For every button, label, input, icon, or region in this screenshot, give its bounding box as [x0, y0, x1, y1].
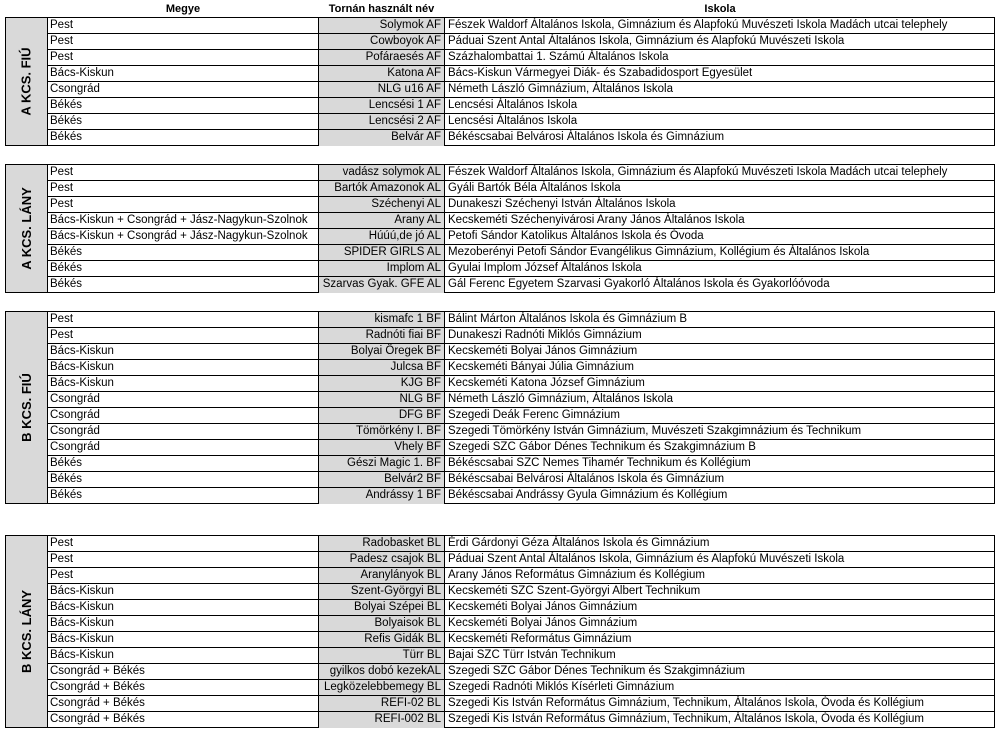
cell-nev[interactable]: Pofáraesés AF	[318, 50, 445, 65]
table-row	[48, 328, 994, 344]
table-row	[48, 114, 994, 130]
table-row	[48, 34, 994, 50]
cell-megye[interactable]: Csongrád + Békés	[50, 665, 145, 677]
cell-nev[interactable]: SPIDER GIRLS AL	[318, 245, 445, 260]
table-row	[48, 18, 994, 34]
cell-megye[interactable]: Pest	[50, 313, 74, 325]
cell-iskola[interactable]: Fészek Waldorf Általános Iskola, Gimnázium és Alapfokú Muvészeti Iskola Madách utcai telephely	[448, 166, 948, 178]
cell-nev[interactable]: Gészi Magic 1. BF	[318, 456, 445, 471]
cell-megye[interactable]: Bács-Kiskun + Csongrád + Jász-Nagykun-Szolnok	[50, 214, 308, 226]
group-rows	[48, 535, 995, 728]
cell-nev[interactable]: NLG u16 AF	[318, 82, 445, 97]
cell-nev[interactable]: Legközelebbemegy BL	[318, 680, 445, 695]
cell-nev[interactable]: Bolyai Öregek BF	[318, 344, 445, 359]
cell-nev[interactable]: Padesz csajok BL	[318, 552, 445, 567]
cell-megye[interactable]: Pest	[50, 553, 74, 565]
cell-megye[interactable]: Csongrád + Békés	[50, 681, 145, 693]
table-row	[48, 213, 994, 229]
table-row	[48, 376, 994, 392]
cell-iskola[interactable]: Érdi Gárdonyi Géza Általános Iskola és Gimnázium	[448, 537, 710, 549]
cell-megye[interactable]: Csongrád	[50, 441, 100, 453]
cell-nev[interactable]: Szarvas Gyak. GFE AL	[318, 277, 445, 293]
table-row	[48, 130, 994, 146]
cell-iskola[interactable]: Gál Ferenc Egyetem Szarvasi Gyakorló Általános Iskola és Gyakorlóóvoda	[448, 278, 830, 290]
cell-iskola[interactable]: Gyáli Bartók Béla Általános Iskola	[448, 182, 621, 194]
cell-nev[interactable]: Julcsa BF	[318, 360, 445, 375]
cell-megye[interactable]: Bács-Kiskun + Csongrád + Jász-Nagykun-Szolnok	[50, 230, 308, 242]
cell-megye[interactable]: Csongrád	[50, 425, 100, 437]
cell-nev[interactable]: Radnóti fiai BF	[318, 328, 445, 343]
table-row	[48, 392, 994, 408]
cell-iskola[interactable]: Bács-Kiskun Vármegyei Diák- és Szabadidosport Egyesület	[448, 67, 753, 79]
cell-iskola[interactable]: Páduai Szent Antal Általános Iskola, Gimnázium és Alapfokú Muvészeti Iskola	[448, 35, 845, 47]
group-a-kcs-lany	[5, 164, 995, 293]
cell-iskola[interactable]: Kecskeméti Református Gimnázium	[448, 633, 632, 645]
table-row	[48, 82, 994, 98]
cell-iskola[interactable]: Szegedi Radnóti Miklós Kísérleti Gimnázium	[448, 681, 675, 693]
cell-megye[interactable]: Bács-Kiskun	[50, 601, 114, 613]
table-row	[48, 488, 994, 504]
cell-iskola[interactable]: Lencsési Általános Iskola	[448, 99, 578, 111]
table-row	[48, 680, 994, 696]
cell-nev[interactable]: Cowboyok AF	[318, 34, 445, 49]
cell-nev[interactable]: Solymok AF	[318, 18, 445, 33]
cell-megye[interactable]: Csongrád	[50, 409, 100, 421]
cell-nev[interactable]: Belvár AF	[318, 130, 445, 146]
group-label-text: B KCS. LÁNY	[19, 589, 34, 674]
table-row	[48, 584, 994, 600]
cell-iskola[interactable]: Páduai Szent Antal Általános Iskola, Gimnázium és Alapfokú Muvészeti Iskola	[448, 553, 845, 565]
cell-nev[interactable]: Belvár2 BF	[318, 472, 445, 487]
cell-iskola[interactable]: Németh László Gimnázium, Általános Iskola	[448, 83, 673, 95]
cell-iskola[interactable]: Kecskeméti Katona József Gimnázium	[448, 377, 645, 389]
table-row	[48, 712, 994, 728]
cell-iskola[interactable]: Petofi Sándor Katolikus Általános Iskola és Óvoda	[448, 230, 704, 242]
cell-nev[interactable]: gyilkos dobó kezekAL	[318, 664, 445, 679]
cell-megye[interactable]: Csongrád + Békés	[50, 713, 145, 725]
cell-megye[interactable]: Pest	[50, 182, 74, 194]
table-row	[48, 261, 994, 277]
cell-megye[interactable]: Bács-Kiskun	[50, 633, 114, 645]
table-row	[48, 568, 994, 584]
table-row	[48, 632, 994, 648]
cell-megye[interactable]: Pest	[50, 569, 74, 581]
cell-iskola[interactable]: Szegedi SZC Gábor Dénes Technikum és Szakgimnázium	[448, 665, 746, 677]
group-b-kcs-fiu	[5, 311, 995, 504]
cell-nev[interactable]: REFI-002 BL	[318, 712, 445, 728]
cell-iskola[interactable]: Kecskeméti Bolyai János Gimnázium	[448, 617, 638, 629]
cell-megye[interactable]: Bács-Kiskun	[50, 585, 114, 597]
cell-megye[interactable]: Békés	[50, 473, 82, 485]
cell-iskola[interactable]: Békéscsabai Belvárosi Általános Iskola és Gimnázium	[448, 473, 725, 485]
group-label-text: A KCS. FIÚ	[19, 47, 35, 116]
cell-nev[interactable]: Arany AL	[318, 213, 445, 228]
cell-iskola[interactable]: Kecskeméti Bányai Júlia Gimnázium	[448, 361, 634, 373]
group-rows	[48, 311, 995, 504]
cell-iskola[interactable]: Békéscsabai SZC Nemes Tihamér Technikum és Kollégium	[448, 457, 751, 469]
table-row	[48, 344, 994, 360]
group-rows	[48, 164, 995, 293]
cell-megye[interactable]: Bács-Kiskun	[50, 345, 114, 357]
table-row	[48, 616, 994, 632]
table-row	[48, 552, 994, 568]
group-label[interactable]	[5, 164, 48, 293]
cell-megye[interactable]: Bács-Kiskun	[50, 617, 114, 629]
cell-iskola[interactable]: Gyulai Implom József Általános Iskola	[448, 262, 642, 274]
cell-iskola[interactable]: Kecskeméti Bolyai János Gimnázium	[448, 601, 638, 613]
header-megye[interactable]: Megye	[165, 2, 201, 15]
table-row	[48, 360, 994, 376]
table-row	[48, 277, 994, 293]
cell-nev[interactable]: Andrássy 1 BF	[318, 488, 445, 504]
cell-iskola[interactable]: Békéscsabai Andrássy Gyula Gimnázium és Kollégium	[448, 489, 728, 501]
cell-iskola[interactable]: Bajai SZC Türr István Technikum	[448, 649, 616, 661]
cell-iskola[interactable]: Szegedi Kis István Református Gimnázium, Technikum, Általános Iskola, Óvoda és Kollégium	[448, 713, 924, 725]
table-row	[48, 245, 994, 261]
cell-nev[interactable]: Bartók Amazonok AL	[318, 181, 445, 196]
cell-megye[interactable]: Békés	[50, 99, 82, 111]
cell-nev[interactable]: Refis Gidák BL	[318, 632, 445, 647]
cell-iskola[interactable]: Békéscsabai Belvárosi Általános Iskola és Gimnázium	[448, 131, 725, 143]
cell-nev[interactable]: DFG BF	[318, 408, 445, 423]
cell-nev[interactable]: Tömörkény I. BF	[318, 424, 445, 439]
cell-nev[interactable]: KJG BF	[318, 376, 445, 391]
table-row	[48, 424, 994, 440]
cell-iskola[interactable]: Szegedi Deák Ferenc Gimnázium	[448, 409, 620, 421]
cell-iskola[interactable]: Fészek Waldorf Általános Iskola, Gimnázium és Alapfokú Muvészeti Iskola Madách utcai telephely	[448, 19, 948, 31]
cell-iskola[interactable]: Kecskeméti Széchenyivárosi Arany János Általános Iskola	[448, 214, 745, 226]
cell-iskola[interactable]: Szegedi Tömörkény István Gimnázium, Muvészeti Szakgimnázium és Technikum	[448, 425, 862, 437]
cell-nev[interactable]: Bolyai Szépei BL	[318, 600, 445, 615]
table-row	[48, 696, 994, 712]
cell-megye[interactable]: Pest	[50, 198, 74, 210]
cell-nev[interactable]: vadász solymok AL	[318, 165, 445, 180]
group-label[interactable]	[5, 535, 48, 728]
cell-nev[interactable]: Türr BL	[318, 648, 445, 663]
table-row	[48, 229, 994, 245]
cell-megye[interactable]: Bács-Kiskun	[50, 377, 114, 389]
group-label-text: B KCS. FIÚ	[19, 373, 34, 442]
cell-nev[interactable]: Katona AF	[318, 66, 445, 81]
cell-iskola[interactable]: Bálint Márton Általános Iskola és Gimnázium B	[448, 313, 688, 325]
table-row	[48, 648, 994, 664]
cell-megye[interactable]: Csongrád	[50, 393, 100, 405]
cell-iskola[interactable]: Szegedi SZC Gábor Dénes Technikum és Szakgimnázium B	[448, 441, 756, 453]
cell-megye[interactable]: Békés	[50, 262, 82, 274]
cell-megye[interactable]: Békés	[50, 115, 82, 127]
header-nev[interactable]: Tornán használt név	[328, 2, 435, 15]
cell-megye[interactable]: Bács-Kiskun	[50, 361, 114, 373]
cell-nev[interactable]: kismafc 1 BF	[318, 312, 445, 327]
cell-megye[interactable]: Bács-Kiskun	[50, 67, 114, 79]
table-row	[48, 312, 994, 328]
cell-megye[interactable]: Békés	[50, 457, 82, 469]
cell-iskola[interactable]: Dunakeszi Széchenyi István Általános Iskola	[448, 198, 676, 210]
cell-iskola[interactable]: Dunakeszi Radnóti Miklós Gimnázium	[448, 329, 642, 341]
cell-iskola[interactable]: Mezoberényi Petofi Sándor Evangélikus Gimnázium, Kollégium és Általános Iskola	[448, 246, 870, 258]
cell-megye[interactable]: Pest	[50, 166, 74, 178]
table-row	[48, 664, 994, 680]
cell-megye[interactable]: Békés	[50, 131, 82, 143]
cell-iskola[interactable]: Szegedi Kis István Református Gimnázium, Technikum, Általános Iskola, Óvoda és Kollégium	[448, 697, 924, 709]
cell-megye[interactable]: Bács-Kiskun	[50, 649, 114, 661]
table-row	[48, 600, 994, 616]
cell-iskola[interactable]: Arany János Református Gimnázium és Kollégium	[448, 569, 705, 581]
table-row	[48, 440, 994, 456]
table-row	[48, 66, 994, 82]
table-row	[48, 197, 994, 213]
cell-megye[interactable]: Békés	[50, 278, 82, 290]
table-row	[48, 472, 994, 488]
group-a-kcs-fiu	[5, 17, 995, 146]
cell-megye[interactable]: Pest	[50, 35, 74, 47]
cell-megye[interactable]: Pest	[50, 19, 74, 31]
cell-nev[interactable]: Szent-Györgyi BL	[318, 584, 445, 599]
cell-iskola[interactable]: Százhalombattai 1. Számú Általános Iskola	[448, 51, 669, 63]
table-row	[48, 165, 994, 181]
cell-iskola[interactable]: Kecskeméti Bolyai János Gimnázium	[448, 345, 638, 357]
table-row	[48, 50, 994, 66]
table-row	[48, 408, 994, 424]
header-iskola[interactable]: Iskola	[704, 2, 736, 15]
cell-nev[interactable]: Vhely BF	[318, 440, 445, 455]
cell-iskola[interactable]: Kecskeméti SZC Szent-Györgyi Albert Technikum	[448, 585, 701, 597]
group-label[interactable]	[5, 311, 48, 504]
cell-nev[interactable]: Radobasket BL	[318, 536, 445, 551]
cell-iskola[interactable]: Lencsési Általános Iskola	[448, 115, 578, 127]
table-row	[48, 98, 994, 114]
table-row	[48, 536, 994, 552]
cell-nev[interactable]: Lencsési 1 AF	[318, 98, 445, 113]
cell-nev[interactable]: REFI-02 BL	[318, 696, 445, 711]
group-b-kcs-lany	[5, 535, 995, 728]
cell-megye[interactable]: Pest	[50, 537, 74, 549]
cell-megye[interactable]: Békés	[50, 489, 82, 501]
cell-megye[interactable]: Csongrád + Békés	[50, 697, 145, 709]
group-label[interactable]	[5, 17, 48, 146]
cell-nev[interactable]: Bolyaisok BL	[318, 616, 445, 631]
cell-nev[interactable]: Húúú,de jó AL	[318, 229, 445, 244]
cell-megye[interactable]: Békés	[50, 246, 82, 258]
cell-iskola[interactable]: Németh László Gimnázium, Általános Iskola	[448, 393, 673, 405]
cell-nev[interactable]: Implom AL	[318, 261, 445, 276]
cell-nev[interactable]: Aranylányok BL	[318, 568, 445, 583]
table-row	[48, 456, 994, 472]
cell-megye[interactable]: Csongrád	[50, 83, 100, 95]
cell-nev[interactable]: NLG BF	[318, 392, 445, 407]
table-row	[48, 181, 994, 197]
cell-megye[interactable]: Pest	[50, 51, 74, 63]
group-label-text: A KCS. LÁNY	[19, 187, 35, 270]
cell-megye[interactable]: Pest	[50, 329, 74, 341]
group-rows	[48, 17, 995, 146]
cell-nev[interactable]: Lencsési 2 AF	[318, 114, 445, 129]
cell-nev[interactable]: Széchenyi AL	[318, 197, 445, 212]
